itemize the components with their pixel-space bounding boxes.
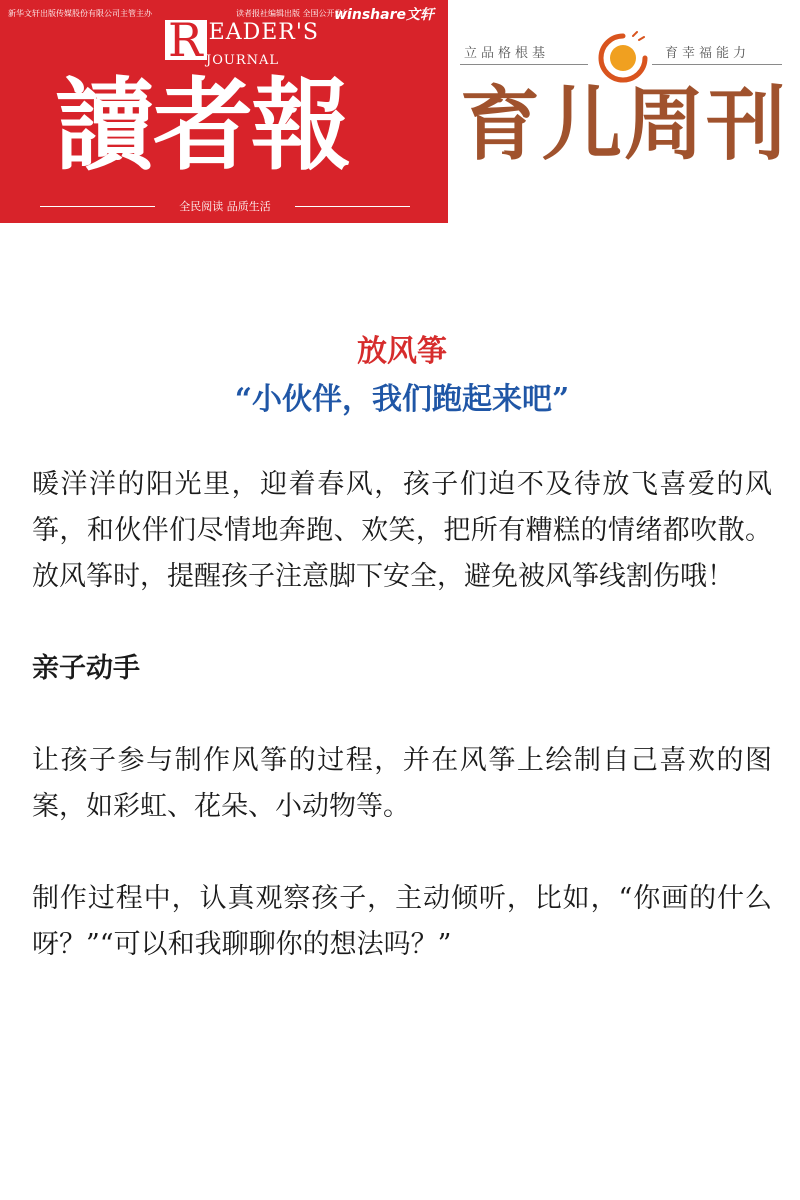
journal-name-rest: EADER'S xyxy=(208,20,319,45)
page-header xyxy=(0,0,800,225)
calligraphy-title: 讀者報 xyxy=(55,66,349,184)
masthead-top-line xyxy=(8,6,440,23)
masthead-motto xyxy=(40,198,410,214)
paragraph-2: 让孩子参与制作风筝的过程，并在风筝上绘制自己喜欢的图案，如彩虹、花朵、小动物等。 xyxy=(32,745,772,822)
paragraph-3: 制作过程中，认真观察孩子，主动倾听，比如，“你画的什么呀？”“可以和我聊聊你的想法吗？” xyxy=(32,883,772,960)
slogan-right: 育幸福能力 xyxy=(665,46,751,61)
partner-line: 读者报社编辑出版 全国公开发行 xyxy=(236,9,351,18)
brand-slogans xyxy=(460,22,785,72)
winshare-logo: winshare文轩 xyxy=(334,7,434,23)
slogan-rule-right xyxy=(652,64,782,65)
motto-rule-right xyxy=(295,206,410,207)
article-subheadline: “小伙伴，我们跑起来吧” xyxy=(234,382,570,417)
slogan-rule-left xyxy=(460,64,588,65)
parenting-weekly-brand xyxy=(460,0,800,223)
sun-swirl-logo-icon xyxy=(593,28,649,84)
publisher-line: 新华文轩出版传媒股份有限公司主管主办 xyxy=(8,9,152,18)
readers-journal-masthead xyxy=(0,0,448,223)
journal-initial: R xyxy=(165,20,207,60)
paragraph-1: 暖洋洋的阳光里，迎着春风，孩子们迫不及待放飞喜爱的风筝，和伙伴们尽情地奔跑、欢笑，把所有糟糕的情绪都吹散。放风筝时，提醒孩子注意脚下安全，避免被风筝线割伤哦！ xyxy=(32,469,772,592)
brand-title: 育儿周刊 xyxy=(460,78,788,171)
motto-text: 全民阅读 品质生活 xyxy=(179,200,271,213)
article-body xyxy=(32,330,772,968)
journal-sub: JOURNAL xyxy=(206,53,280,68)
article-headline: 放风筝 xyxy=(357,334,447,369)
section-title: 亲子动手 xyxy=(32,653,140,684)
slogan-left: 立品格根基 xyxy=(464,46,550,61)
